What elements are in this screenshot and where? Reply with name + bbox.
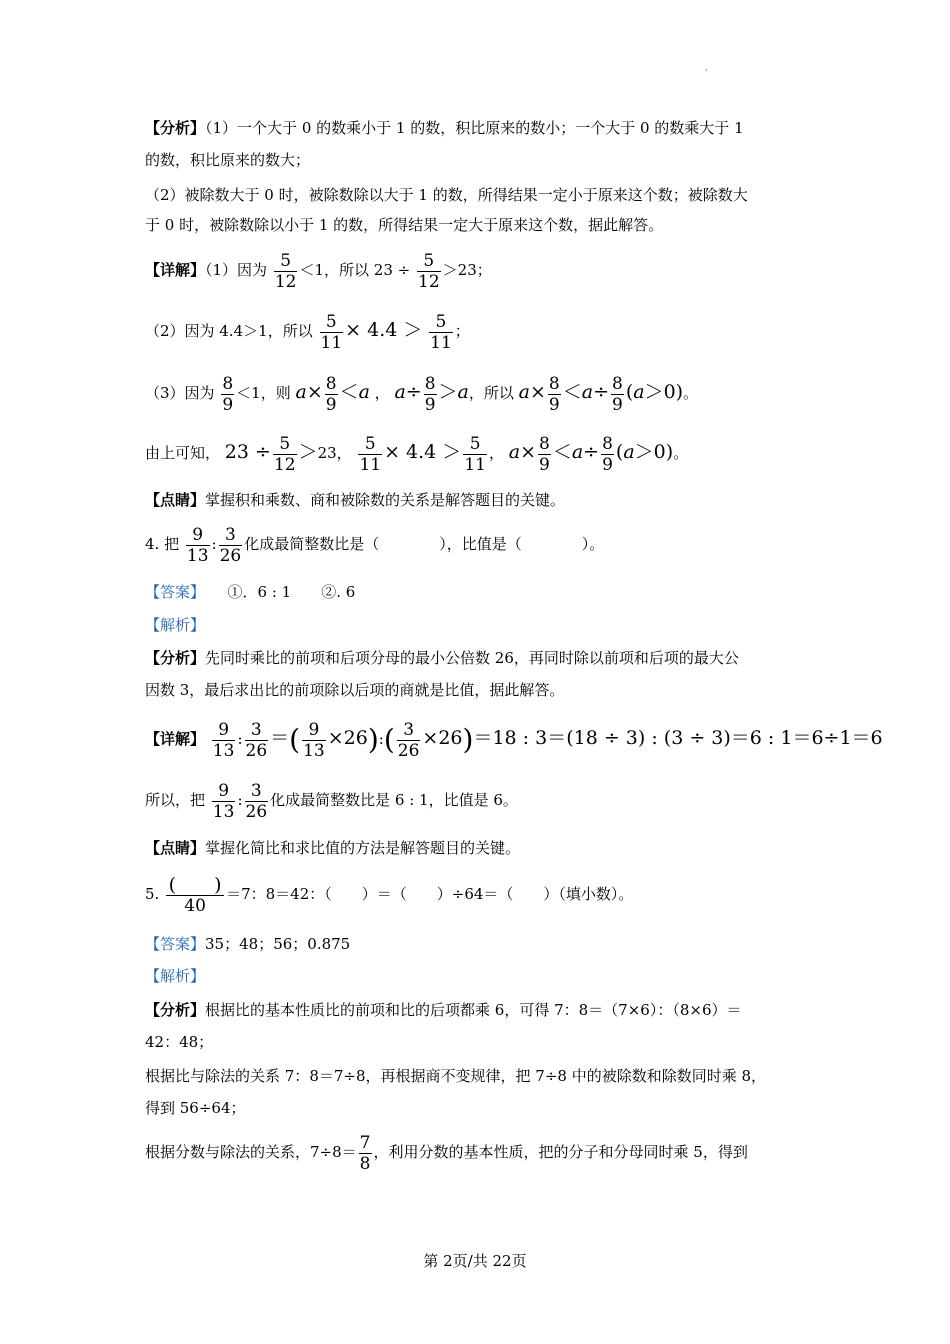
text: （2）被除数大于 0 时，被除数除以大于 1 的数，所得结果一定小于原来这个数；被除数大 <box>145 186 748 204</box>
numerator: ( ) <box>168 873 222 896</box>
text: ＜1，则 <box>236 384 291 402</box>
denominator: 11 <box>464 454 486 475</box>
fraction-8-9 <box>424 374 437 415</box>
denominator: 11 <box>320 332 343 353</box>
question-number: 4. 把 <box>145 535 180 553</box>
numerator: 8 <box>222 373 234 394</box>
text: 根据比与除法的关系 7：8＝7÷8，再根据商不变规律，把 7÷8 中的被除数和除数同时乘 8， <box>145 1067 767 1085</box>
text: 。 <box>683 384 699 402</box>
text: 于 0 时，被除数除以小于 1 的数，所得结果一定大于原来这个数，据此解答。 <box>145 216 664 234</box>
text: 根据比的基本性质比的前项和比的后项都乘 6，可得 7：8＝（7×6）：（8×6）＝ <box>205 1001 742 1019</box>
denominator: 26 <box>219 545 242 566</box>
q5-jiexi-label <box>145 966 205 986</box>
denominator: 11 <box>430 332 452 353</box>
tip-label: 【点睛】 <box>145 491 206 509</box>
detail-expression: ＝18 : 3＝(18 ÷ 3) : (3 ÷ 3)＝6 : 1＝6÷1＝6 <box>473 727 883 749</box>
text: 【解析】 <box>145 967 206 985</box>
detail1-p3: （3）因为 $\frac{8}{9}$ ＜1，则 a× $\frac{8}{9}$ ＜a ， a÷ $\frac{8}{9}$ ＞a，所以 a× $\frac{8}{9}$ ＜a÷ $\frac{8}{9}$ (a＞0)。 <box>145 373 699 415</box>
numerator: 9 <box>218 719 230 740</box>
analysis1-line2 <box>145 150 310 170</box>
numerator: 5 <box>325 311 337 332</box>
denominator: 26 <box>397 740 420 761</box>
fraction-5-12 <box>273 434 297 475</box>
denominator: 26 <box>245 740 268 761</box>
detail1-p2 <box>145 308 470 353</box>
detail1-p1 <box>145 248 492 292</box>
denominator: 13 <box>212 801 235 822</box>
tip-label: 【点睛】 <box>145 839 206 857</box>
analysis-label: 【分析】 <box>145 119 206 137</box>
analysis1-line1 <box>145 118 744 138</box>
analysis1-line3 <box>145 185 748 205</box>
answer-label: 【答案】 <box>145 935 206 953</box>
fraction-9-13 <box>212 781 236 822</box>
text: ，所以 <box>468 384 514 402</box>
text: （3）因为 <box>145 384 215 402</box>
numerator: 5 <box>423 250 435 271</box>
fraction-8-9 <box>221 374 234 415</box>
text: 化成最简整数比是 6 : 1，比值是 6。 <box>270 791 518 809</box>
denominator: 9 <box>612 394 623 415</box>
text: 掌握积和乘数、商和被除数的关系是解答题目的关键。 <box>205 491 566 509</box>
q4-conclusion: 所以，把 $\frac{9}{13}$ : $\frac{3}{26}$ 化成最简整数比是 6 : 1，比值是 6。 <box>145 780 518 822</box>
fraction-5-11 <box>358 434 382 475</box>
text: ＞23； <box>442 261 492 279</box>
text: ＜1，所以 23 ÷ <box>299 261 411 279</box>
detail-label: 【详解】 <box>145 261 206 279</box>
text: ＝7：8＝42：（ ）＝（ ）÷64＝（ ）（填小数）。 <box>226 885 634 903</box>
numerator: 3 <box>250 719 262 740</box>
fraction-8-9 <box>611 374 624 415</box>
fraction-blank-40 <box>166 875 224 916</box>
question-number: 5. <box>145 885 160 903</box>
denominator: 9 <box>538 454 550 475</box>
q5-analysis-line3 <box>145 1066 766 1086</box>
numerator: 8 <box>612 373 623 394</box>
denominator: 11 <box>359 454 382 475</box>
numerator: 9 <box>218 780 230 801</box>
detail1-summary: 由上可知， 23 ÷ $\frac{5}{12}$ ＞23， $\frac{5}{11}$ × 4.4 ＞ $\frac{5}{11}$ ， a× $\frac{8}{9}$ ＜a÷ $\frac{8}{9}$ (a＞0)。 <box>145 433 689 475</box>
q4-analysis-line2 <box>145 680 564 700</box>
denominator: 12 <box>418 271 440 292</box>
text: 42：48； <box>145 1033 214 1051</box>
fraction-5-12 <box>274 251 298 292</box>
fraction-3-26 <box>397 720 421 761</box>
question-4: 4. 把 $\frac{9}{13}$ : $\frac{3}{26}$ 化成最简整数比是（ ），比值是（ ）。 <box>145 524 605 566</box>
numerator: 5 <box>279 433 291 454</box>
numerator: 8 <box>424 373 436 394</box>
text: 。 <box>673 444 689 462</box>
q5-analysis-line5 <box>145 1130 748 1174</box>
text: 先同时乘比的前项和后项分母的最小公倍数 26，再同时除以前项和后项的最大公 <box>205 649 739 667</box>
numerator: 5 <box>364 433 376 454</box>
answer-label: 【答案】 <box>145 583 198 601</box>
numerator: 7 <box>359 1132 371 1153</box>
detail-label: 【详解】 <box>145 730 206 748</box>
numerator: 3 <box>250 780 262 801</box>
page-footer <box>0 1250 950 1271</box>
denominator: 12 <box>273 454 296 475</box>
numerator: 9 <box>192 524 204 545</box>
numerator: 8 <box>548 373 560 394</box>
denominator: 8 <box>359 1153 371 1174</box>
text: × 4.4 ＞ <box>345 319 423 341</box>
fraction-5-11 <box>429 312 453 353</box>
denominator: 40 <box>166 895 224 916</box>
text: ； <box>454 322 470 340</box>
page-number: 第 2页/共 22页 <box>423 1252 527 1270</box>
analysis-label: 【分析】 <box>145 1001 206 1019</box>
numerator: 8 <box>602 433 613 454</box>
text: （1）一个大于 0 的数乘小于 1 的数，积比原来的数小；一个大于 0 的数乘大于 1 <box>205 119 744 137</box>
denominator: 13 <box>303 740 325 761</box>
tip1 <box>145 490 565 510</box>
numerator: 5 <box>469 433 481 454</box>
q4-analysis-line1 <box>145 648 739 668</box>
numerator: 5 <box>435 311 447 332</box>
denominator: 9 <box>548 394 560 415</box>
q4-jiexi-label <box>145 615 205 635</box>
fraction-3-26 <box>245 720 269 761</box>
fraction-7-8 <box>359 1133 372 1174</box>
denominator: 26 <box>245 801 268 822</box>
text: （2）因为 4.4＞1，所以 <box>145 322 313 340</box>
text: ，利用分数的基本性质，把的分子和分母同时乘 5，得到 <box>373 1143 748 1161</box>
fraction-8-9 <box>325 374 338 415</box>
text: 【解析】 <box>145 616 206 634</box>
q5-analysis-line2 <box>145 1032 213 1052</box>
text: （1）因为 <box>205 261 268 279</box>
analysis1-line4 <box>145 215 663 235</box>
numerator: 3 <box>224 524 236 545</box>
text: 所以，把 <box>145 791 206 809</box>
fraction-5-11 <box>320 312 344 353</box>
fraction-5-12 <box>417 251 441 292</box>
question-5 <box>145 872 633 916</box>
text: 的数，积比原来的数大； <box>145 151 311 169</box>
text: 因数 3，最后求出比的前项除以后项的商就是比值，据此解答。 <box>145 681 565 699</box>
denominator: 9 <box>325 394 337 415</box>
text: 得到 56÷64； <box>145 1099 246 1117</box>
text: 掌握化简比和求比值的方法是解答题目的关键。 <box>205 839 521 857</box>
fraction-3-26 <box>219 525 243 566</box>
denominator: 12 <box>274 271 297 292</box>
fraction-9-13 <box>302 720 326 761</box>
q5-analysis-line4 <box>145 1098 246 1118</box>
numerator: 5 <box>280 250 292 271</box>
fraction-8-9 <box>601 434 614 475</box>
numerator: 8 <box>538 433 550 454</box>
fraction-9-13 <box>212 720 236 761</box>
denominator: 9 <box>222 394 234 415</box>
answer-text: ①．6 : 1 ②. 6 <box>227 583 356 601</box>
text: 由上可知， <box>145 444 221 462</box>
numerator: 8 <box>325 373 337 394</box>
analysis-label: 【分析】 <box>145 649 206 667</box>
text: 根据分数与除法的关系，7÷8＝ <box>145 1143 357 1161</box>
denominator: 9 <box>602 454 613 475</box>
fraction-9-13 <box>186 525 210 566</box>
fraction-8-9 <box>548 374 561 415</box>
fraction-3-26 <box>245 781 269 822</box>
q4-answer <box>145 582 355 602</box>
answer-text: 35；48；56；0.875 <box>205 935 351 953</box>
denominator: 13 <box>186 545 209 566</box>
q4-detail: 【详解】 $\frac{9}{13}$ : $\frac{3}{26}$ ＝( $\frac{9}{13}$ ×26):( $\frac{3}{26}$ ×26)＝18 : 3＝(18 ÷ 3) : (3 ÷ 3)＝6 : 1＝6÷1＝6 <box>145 719 883 761</box>
q4-tip <box>145 838 520 858</box>
denominator: 9 <box>424 394 436 415</box>
q5-analysis-line1 <box>145 1000 742 1020</box>
text: 化成最简整数比是（ ），比值是（ ）。 <box>244 535 605 553</box>
q5-answer <box>145 934 350 954</box>
numerator: 9 <box>308 719 320 740</box>
numerator: 3 <box>403 719 415 740</box>
denominator: 13 <box>212 740 235 761</box>
corner-dot: · <box>705 66 708 75</box>
fraction-8-9 <box>538 434 551 475</box>
fraction-5-11 <box>463 434 487 475</box>
